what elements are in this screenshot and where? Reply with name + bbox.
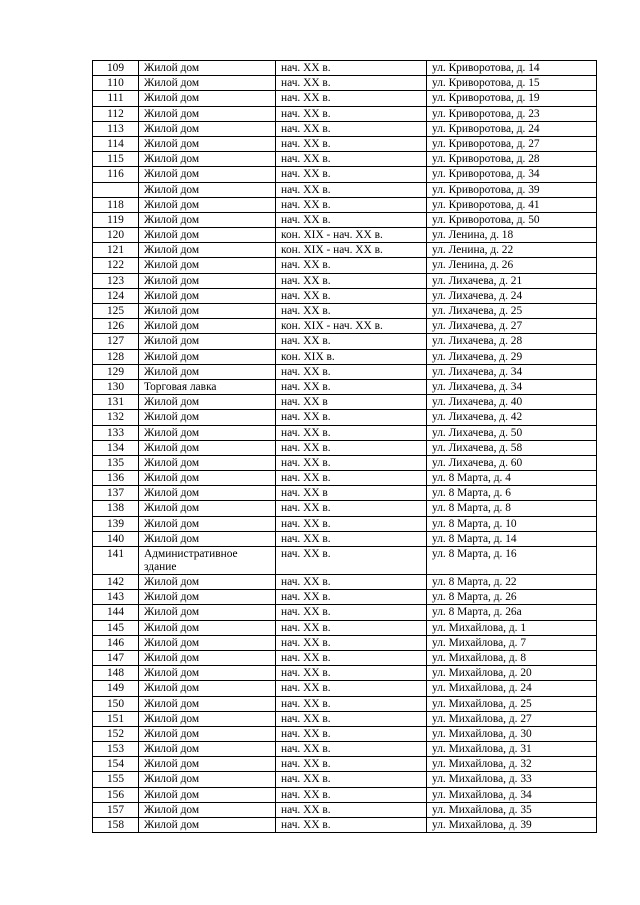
dating-cell: нач. XX в.	[276, 364, 427, 379]
table-row	[93, 681, 597, 696]
row-number-cell: 123	[93, 273, 139, 288]
object-name-cell: Жилой дом	[139, 726, 276, 741]
table-row	[93, 802, 597, 817]
address-cell: ул. Михайлова, д. 30	[427, 726, 597, 741]
table-row	[93, 696, 597, 711]
row-number-cell: 131	[93, 395, 139, 410]
object-name-cell: Жилой дом	[139, 455, 276, 470]
table-row	[93, 121, 597, 136]
row-number-cell: 126	[93, 319, 139, 334]
object-name-cell: Жилой дом	[139, 91, 276, 106]
dating-cell: нач. XX в.	[276, 136, 427, 151]
dating-cell: нач. XX в.	[276, 787, 427, 802]
address-cell: ул. Михайлова, д. 25	[427, 696, 597, 711]
row-number-cell: 155	[93, 772, 139, 787]
table-row	[93, 818, 597, 833]
dating-cell: нач. XX в.	[276, 455, 427, 470]
table-row	[93, 425, 597, 440]
address-cell: ул. 8 Марта, д. 10	[427, 516, 597, 531]
dating-cell: нач. XX в.	[276, 182, 427, 197]
row-number-cell: 150	[93, 696, 139, 711]
table-row	[93, 152, 597, 167]
object-name-cell: Жилой дом	[139, 772, 276, 787]
row-number-cell: 121	[93, 243, 139, 258]
address-cell: ул. Ленина, д. 18	[427, 228, 597, 243]
object-name-cell: Жилой дом	[139, 319, 276, 334]
dating-cell: нач. XX в.	[276, 516, 427, 531]
row-number-cell: 113	[93, 121, 139, 136]
row-number-cell: 130	[93, 379, 139, 394]
row-number-cell: 142	[93, 575, 139, 590]
row-number-cell: 154	[93, 757, 139, 772]
dating-cell: нач. XX в.	[276, 620, 427, 635]
address-cell: ул. Лихачева, д. 34	[427, 364, 597, 379]
row-number-cell: 153	[93, 742, 139, 757]
dating-cell: нач. XX в	[276, 486, 427, 501]
dating-cell: нач. XX в.	[276, 666, 427, 681]
dating-cell: нач. XX в.	[276, 425, 427, 440]
dating-cell: нач. XX в.	[276, 440, 427, 455]
address-cell: ул. Лихачева, д. 25	[427, 304, 597, 319]
object-name-cell: Жилой дом	[139, 121, 276, 136]
table-row	[93, 605, 597, 620]
object-name-cell: Жилой дом	[139, 273, 276, 288]
dating-cell: нач. XX в.	[276, 650, 427, 665]
dating-cell: нач. XX в.	[276, 258, 427, 273]
row-number-cell: 152	[93, 726, 139, 741]
object-name-cell: Жилой дом	[139, 364, 276, 379]
object-name-cell: Жилой дом	[139, 620, 276, 635]
address-cell: ул. Лихачева, д. 24	[427, 288, 597, 303]
address-cell: ул. Михайлова, д. 1	[427, 620, 597, 635]
row-number-cell: 125	[93, 304, 139, 319]
dating-cell: нач. XX в.	[276, 531, 427, 546]
row-number-cell: 141	[93, 547, 139, 575]
address-cell: ул. Лихачева, д. 34	[427, 379, 597, 394]
row-number-cell: 109	[93, 61, 139, 76]
row-number-cell: 135	[93, 455, 139, 470]
table-row	[93, 243, 597, 258]
table-row	[93, 486, 597, 501]
address-cell: ул. Лихачева, д. 60	[427, 455, 597, 470]
dating-cell: кон. XIX в.	[276, 349, 427, 364]
table-row	[93, 182, 597, 197]
address-cell: ул. Криворотова, д. 41	[427, 197, 597, 212]
address-cell: ул. 8 Марта, д. 8	[427, 501, 597, 516]
object-name-cell: Жилой дом	[139, 334, 276, 349]
row-number-cell: 115	[93, 152, 139, 167]
object-name-cell: Жилой дом	[139, 61, 276, 76]
address-cell: ул. Михайлова, д. 20	[427, 666, 597, 681]
table-row	[93, 273, 597, 288]
row-number-cell: 120	[93, 228, 139, 243]
address-cell: ул. Лихачева, д. 29	[427, 349, 597, 364]
table-row	[93, 197, 597, 212]
table-row	[93, 650, 597, 665]
address-cell: ул. Ленина, д. 26	[427, 258, 597, 273]
address-cell: ул. Криворотова, д. 14	[427, 61, 597, 76]
table-row	[93, 440, 597, 455]
row-number-cell: 122	[93, 258, 139, 273]
table-row	[93, 288, 597, 303]
row-number-cell: 136	[93, 471, 139, 486]
table-row	[93, 787, 597, 802]
object-name-cell: Жилой дом	[139, 486, 276, 501]
dating-cell: нач. XX в.	[276, 471, 427, 486]
row-number-cell: 128	[93, 349, 139, 364]
dating-cell: нач. XX в.	[276, 726, 427, 741]
dating-cell: нач. XX в.	[276, 167, 427, 182]
object-name-cell: Жилой дом	[139, 106, 276, 121]
address-cell: ул. Лихачева, д. 42	[427, 410, 597, 425]
table-row	[93, 772, 597, 787]
row-number-cell	[93, 182, 139, 197]
dating-cell: нач. XX в.	[276, 410, 427, 425]
object-name-cell: Жилой дом	[139, 501, 276, 516]
table-row	[93, 106, 597, 121]
address-cell: ул. Михайлова, д. 24	[427, 681, 597, 696]
object-name-cell: Жилой дом	[139, 258, 276, 273]
object-name-cell: Жилой дом	[139, 425, 276, 440]
object-name-cell: Жилой дом	[139, 288, 276, 303]
object-name-cell: Жилой дом	[139, 666, 276, 681]
address-cell: ул. Криворотова, д. 27	[427, 136, 597, 151]
row-number-cell: 114	[93, 136, 139, 151]
address-cell: ул. Лихачева, д. 27	[427, 319, 597, 334]
table-row	[93, 395, 597, 410]
address-cell: ул. Ленина, д. 22	[427, 243, 597, 258]
object-name-cell: Жилой дом	[139, 349, 276, 364]
address-cell: ул. 8 Марта, д. 26а	[427, 605, 597, 620]
object-name-cell: Жилой дом	[139, 212, 276, 227]
row-number-cell: 110	[93, 76, 139, 91]
object-name-cell: Жилой дом	[139, 681, 276, 696]
dating-cell: кон. XIX - нач. XX в.	[276, 228, 427, 243]
object-name-cell: Жилой дом	[139, 395, 276, 410]
row-number-cell: 144	[93, 605, 139, 620]
row-number-cell: 139	[93, 516, 139, 531]
object-name-cell: Жилой дом	[139, 152, 276, 167]
object-name-cell: Жилой дом	[139, 818, 276, 833]
table-row	[93, 258, 597, 273]
dating-cell: нач. XX в.	[276, 273, 427, 288]
address-cell: ул. Криворотова, д. 15	[427, 76, 597, 91]
dating-cell: нач. XX в.	[276, 76, 427, 91]
object-name-cell: Административное здание	[139, 547, 276, 575]
table-row	[93, 334, 597, 349]
table-row	[93, 757, 597, 772]
dating-cell: нач. XX в.	[276, 802, 427, 817]
address-cell: ул. Криворотова, д. 24	[427, 121, 597, 136]
address-cell: ул. 8 Марта, д. 14	[427, 531, 597, 546]
row-number-cell: 145	[93, 620, 139, 635]
table-row	[93, 620, 597, 635]
object-name-cell: Жилой дом	[139, 304, 276, 319]
dating-cell: нач. XX в.	[276, 696, 427, 711]
row-number-cell: 156	[93, 787, 139, 802]
dating-cell: нач. XX в.	[276, 91, 427, 106]
dating-cell: нач. XX в.	[276, 742, 427, 757]
table-row	[93, 319, 597, 334]
table-row	[93, 228, 597, 243]
table-row	[93, 455, 597, 470]
dating-cell: нач. XX в.	[276, 334, 427, 349]
object-name-cell: Жилой дом	[139, 136, 276, 151]
row-number-cell: 149	[93, 681, 139, 696]
object-name-cell: Жилой дом	[139, 410, 276, 425]
object-name-cell: Жилой дом	[139, 742, 276, 757]
row-number-cell: 158	[93, 818, 139, 833]
row-number-cell: 112	[93, 106, 139, 121]
row-number-cell: 137	[93, 486, 139, 501]
dating-cell: нач. XX в.	[276, 605, 427, 620]
object-name-cell: Жилой дом	[139, 711, 276, 726]
dating-cell: кон. XIX - нач. XX в.	[276, 243, 427, 258]
dating-cell: нач. XX в.	[276, 575, 427, 590]
address-cell: ул. Лихачева, д. 40	[427, 395, 597, 410]
object-name-cell: Жилой дом	[139, 440, 276, 455]
address-cell: ул. Криворотова, д. 28	[427, 152, 597, 167]
dating-cell: нач. XX в.	[276, 197, 427, 212]
address-cell: ул. Криворотова, д. 34	[427, 167, 597, 182]
dating-cell: нач. XX в.	[276, 547, 427, 575]
row-number-cell: 133	[93, 425, 139, 440]
table-row	[93, 726, 597, 741]
address-cell: ул. Лихачева, д. 28	[427, 334, 597, 349]
address-cell: ул. Криворотова, д. 39	[427, 182, 597, 197]
table-row	[93, 531, 597, 546]
table-row	[93, 547, 597, 575]
dating-cell: нач. XX в.	[276, 772, 427, 787]
object-name-cell: Жилой дом	[139, 228, 276, 243]
object-name-cell: Жилой дом	[139, 605, 276, 620]
row-number-cell: 127	[93, 334, 139, 349]
dating-cell: нач. XX в.	[276, 711, 427, 726]
object-name-cell: Жилой дом	[139, 787, 276, 802]
heritage-objects-table	[92, 60, 597, 833]
address-cell: ул. Криворотова, д. 19	[427, 91, 597, 106]
address-cell: ул. Михайлова, д. 27	[427, 711, 597, 726]
dating-cell: нач. XX в.	[276, 635, 427, 650]
object-name-cell: Жилой дом	[139, 696, 276, 711]
address-cell: ул. 8 Марта, д. 26	[427, 590, 597, 605]
table-row	[93, 575, 597, 590]
address-cell: ул. 8 Марта, д. 22	[427, 575, 597, 590]
address-cell: ул. Криворотова, д. 50	[427, 212, 597, 227]
row-number-cell: 134	[93, 440, 139, 455]
dating-cell: нач. XX в.	[276, 379, 427, 394]
object-name-cell: Жилой дом	[139, 182, 276, 197]
table-row	[93, 304, 597, 319]
document-page	[92, 60, 597, 833]
table-row	[93, 742, 597, 757]
table-row	[93, 516, 597, 531]
object-name-cell: Жилой дом	[139, 197, 276, 212]
address-cell: ул. Лихачева, д. 21	[427, 273, 597, 288]
dating-cell: нач. XX в.	[276, 212, 427, 227]
dating-cell: нач. XX в.	[276, 501, 427, 516]
object-name-cell: Жилой дом	[139, 243, 276, 258]
dating-cell: нач. XX в.	[276, 757, 427, 772]
address-cell: ул. Криворотова, д. 23	[427, 106, 597, 121]
row-number-cell: 146	[93, 635, 139, 650]
object-name-cell: Жилой дом	[139, 516, 276, 531]
table-row	[93, 666, 597, 681]
dating-cell: нач. XX в.	[276, 61, 427, 76]
object-name-cell: Торговая лавка	[139, 379, 276, 394]
address-cell: ул. 8 Марта, д. 16	[427, 547, 597, 575]
row-number-cell: 129	[93, 364, 139, 379]
object-name-cell: Жилой дом	[139, 590, 276, 605]
address-cell: ул. 8 Марта, д. 4	[427, 471, 597, 486]
object-name-cell: Жилой дом	[139, 76, 276, 91]
table-row	[93, 711, 597, 726]
table-row	[93, 501, 597, 516]
address-cell: ул. Михайлова, д. 35	[427, 802, 597, 817]
address-cell: ул. Лихачева, д. 58	[427, 440, 597, 455]
dating-cell: нач. XX в	[276, 395, 427, 410]
row-number-cell: 138	[93, 501, 139, 516]
address-cell: ул. Михайлова, д. 39	[427, 818, 597, 833]
row-number-cell: 143	[93, 590, 139, 605]
row-number-cell: 124	[93, 288, 139, 303]
address-cell: ул. Михайлова, д. 32	[427, 757, 597, 772]
row-number-cell: 111	[93, 91, 139, 106]
object-name-cell: Жилой дом	[139, 167, 276, 182]
dating-cell: кон. XIX - нач. XX в.	[276, 319, 427, 334]
object-name-cell: Жилой дом	[139, 757, 276, 772]
table-row	[93, 590, 597, 605]
address-cell: ул. Лихачева, д. 50	[427, 425, 597, 440]
table-row	[93, 410, 597, 425]
object-name-cell: Жилой дом	[139, 471, 276, 486]
row-number-cell: 140	[93, 531, 139, 546]
dating-cell: нач. XX в.	[276, 590, 427, 605]
table-row	[93, 364, 597, 379]
object-name-cell: Жилой дом	[139, 650, 276, 665]
address-cell: ул. Михайлова, д. 31	[427, 742, 597, 757]
dating-cell: нач. XX в.	[276, 152, 427, 167]
address-cell: ул. Михайлова, д. 8	[427, 650, 597, 665]
address-cell: ул. 8 Марта, д. 6	[427, 486, 597, 501]
row-number-cell: 116	[93, 167, 139, 182]
row-number-cell: 119	[93, 212, 139, 227]
address-cell: ул. Михайлова, д. 7	[427, 635, 597, 650]
object-name-cell: Жилой дом	[139, 802, 276, 817]
row-number-cell: 151	[93, 711, 139, 726]
table-row	[93, 635, 597, 650]
row-number-cell: 157	[93, 802, 139, 817]
address-cell: ул. Михайлова, д. 34	[427, 787, 597, 802]
table-row	[93, 76, 597, 91]
dating-cell: нач. XX в.	[276, 288, 427, 303]
table-row	[93, 167, 597, 182]
object-name-cell: Жилой дом	[139, 575, 276, 590]
dating-cell: нач. XX в.	[276, 106, 427, 121]
dating-cell: нач. XX в.	[276, 681, 427, 696]
object-name-cell: Жилой дом	[139, 635, 276, 650]
object-name-cell: Жилой дом	[139, 531, 276, 546]
table-row	[93, 212, 597, 227]
table-body	[93, 61, 597, 833]
table-row	[93, 91, 597, 106]
row-number-cell: 118	[93, 197, 139, 212]
row-number-cell: 147	[93, 650, 139, 665]
row-number-cell: 132	[93, 410, 139, 425]
dating-cell: нач. XX в.	[276, 304, 427, 319]
table-row	[93, 471, 597, 486]
table-row	[93, 61, 597, 76]
dating-cell: нач. XX в.	[276, 818, 427, 833]
dating-cell: нач. XX в.	[276, 121, 427, 136]
table-row	[93, 136, 597, 151]
table-row	[93, 349, 597, 364]
table-row	[93, 379, 597, 394]
address-cell: ул. Михайлова, д. 33	[427, 772, 597, 787]
row-number-cell: 148	[93, 666, 139, 681]
